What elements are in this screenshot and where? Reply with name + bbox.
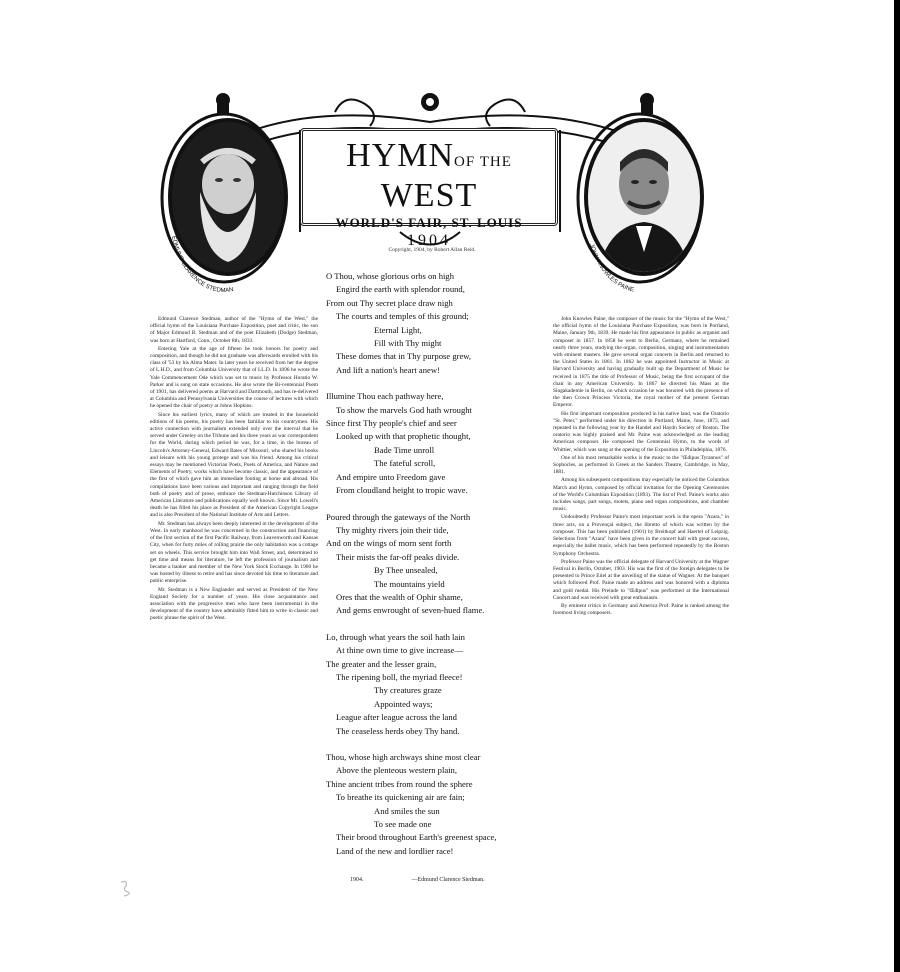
poem-line: Their brood throughout Earth's greenest space, [336,832,497,843]
poem-stanza [326,390,548,497]
hymn-poem [326,270,548,871]
page-edge-border [894,0,900,972]
margin-scribble [118,878,136,898]
poem-line: Lo, through what years the soil hath lain [326,631,465,642]
poem-stanza [326,631,548,738]
poem-line: And gems enwrought of seven-hued flame. [336,605,485,616]
page-subtitle: WORLD'S FAIR, ST. LOUIS [335,215,523,230]
poem-line: And empire unto Freedom gave [336,471,446,482]
poem-line: To show the marvels God hath wrought [336,404,472,415]
poem-line: The courts and temples of this ground; [336,311,469,322]
title-hymn: HYMN [346,137,455,174]
poem-line: To see made one [374,819,432,830]
poem-line: And smiles the sun [374,805,440,816]
title-west: WEST [380,177,478,214]
poem-line: Poured through the gateways of the North [326,511,471,522]
biography-paragraph: By eminent critics in Germany and America Prof. Paine is ranked among the foremost living composers. [553,602,729,617]
poem-line: O Thou, whose glorious orbs on high [326,271,455,281]
poem-line: From out Thy secret place draw nigh [326,297,453,308]
portrait-paine-label: JOHN KNOWLES PAINE [587,243,635,292]
poem-line: Their mists the far-off peaks divide. [336,551,460,562]
svg-text:EDMUND CLARENCE STEDMAN [170,236,234,292]
poem-line: Fill with Thy might [374,338,442,349]
biography-stedman [150,316,318,624]
poem-line: Eternal Light, [374,324,422,335]
poem-line: Looked up with that prophetic thought, [336,431,471,442]
biography-paragraph: His first important composition produced in his native land, was the Oratorio "St. Peter," performed under his direction in Portland, Maine, June, 1873, and repeated in the following year by the Handel and Haydn Society of Boston. The oratorio was highly praised and Mr. Paine was acknowledged as the leading American composer. He composed the Centennial Hymn, to the words of Whittier, which was sung at the opening of the Exposition in Philadelphia, 1876. [553,410,729,453]
poem-line: From cloudland height to tropic wave. [336,485,468,496]
biography-paine [553,316,729,618]
poem-line: Illumine Thou each pathway here, [326,391,444,402]
portrait-paine-ring [572,106,708,292]
title-frame [300,128,558,249]
biography-paragraph: One of his most remarkable works is the music to the "Œdipus Tyrannus" of Sophocles, as performed in Greek at the Sanders Theatre, Cambridge, in May, 1881. [553,454,729,476]
poem-line: Thine ancient tribes from round the sphere [326,778,473,789]
signature-author: —Edmund Clarence Stedman. [411,877,485,883]
poem-line: Engird the earth with splendor round, [336,284,465,295]
poem-line: The mountains yield [374,578,445,589]
poem-stanza [326,751,548,858]
poem-line: Thy mighty rivers join their tide, [336,524,449,535]
poem-line: The greater and the lesser grain, [326,658,437,669]
poem-line: At thine own time to give increase— [336,645,463,656]
poem-line: League after league across the land [336,712,457,723]
poem-signature [350,877,550,883]
poem-line: Ores that the wealth of Ophir shame, [336,591,463,602]
biography-paragraph: Entering Yale at the age of fifteen he took honors for poetry and composition, and though he did not graduate was afterwards enrolled with his class of '53 by his Alma Mater. In later years he received from her the degree of L.H.D., and from Columbia University that of LL.D. In 1896 he wrote the Yale Commencement Ode which was set to music by Professor Horatio W. Parker and is sung on state occasions. He also wrote the Bi-centennial Poem of 1901, has delivered poems at Harvard and Dartmouth, and has re-delivered at Columbia and Pennsylvania Universities the course of lectures with which he opened the chair of poetry at Johns Hopkins. [150,345,318,410]
poem-line: Appointed ways; [374,698,433,709]
biography-paragraph: Mr. Stedman is a New Englander and served as President of the New England Society for a number of years. His close acquaintance and association with the progressive men who have been instrumental in the development of the country have admirably fitted him to write in classic and poetic phrase the spirit of the West. [150,586,318,622]
poem-line: The ripening boll, the myriad fleece! [336,671,463,682]
biography-paragraph: Undoubtedly Professor Paine's most important work is the opera "Azara," in three acts, on a Provençal subject, the libretto of which was written by the composer. This has been published (1901) by Breitkopf and Haertel of Leipzig. Selections from "Azara" have been given in the concert hall with great success, especially the ballet music, which has been performed repeatedly by the Boston Symphony Orchestra. [553,514,729,557]
biography-paragraph: Since his earliest lyrics, many of which are treated in the household editions of his poems, his poetry has been familiar to his countrymen. His active connection with journalism extended only over the interval that he served under Greeley on the Tribune and his three years as war correspondent for the World, during which period he was, for a time, in the bureau of Lincoln's Attorney-General, Edward Bates of Missouri, who shared his books and leisure with his young protege and was his friend. Among his critical essays may be mentioned Victorian Poets, Poets of America, and Nature and Elements of Poetry, works which have become classic, and the appearance of the first of which gave him an immediate footing at home and abroad. His compilations have been various and important and ranging through the field both of poetry and of prose, embrace the Stedman-Hutchinson Library of American Literature and publications equally well known. Since Mr. Lowell's death he has filled his place as President of the American Copyright League and is also President of the National Institute of Arts and Letters. [150,411,318,519]
copyright-notice: Copyright, 1904, by Robert Allan Reid. [388,247,476,253]
poem-line: The fateful scroll, [374,458,436,469]
portrait-stedman-ring [156,106,292,292]
poem-line: To breathe its quickening air are fain; [336,792,465,803]
portrait-stedman-label: EDMUND CLARENCE STEDMAN [170,235,235,292]
poem-line: Bade Time unroll [374,444,435,455]
poem-line: By Thee unsealed, [374,565,438,576]
poem-line: And lift a nation's heart anew! [336,364,440,375]
signature-year: 1904. [350,877,364,883]
page-year: 1904 [407,232,451,249]
poem-line: And on the wings of morn sent forth [326,538,452,549]
poem-line: Thou, whose high archways shine most clear [326,752,481,762]
biography-paragraph: Among his subsequent compositions may especially be noticed the Columbus March and Hymn, composed by official invitation for the Opening Ceremonies of the World's Columbian Exposition (1893). The list of Prof. Paine's works also includes songs, part songs, motets, piano and organ compositions, and chamber music. [553,477,729,513]
svg-text:JOHN KNOWLES PAINE [588,243,634,292]
page-title [303,139,555,213]
poem-stanza [326,511,548,618]
poem-stanza [326,270,548,377]
poem-line: Above the plenteous western plain, [336,765,457,776]
title-of-the: OF THE [454,154,512,170]
poem-line: Thy creatures graze [374,685,442,696]
biography-paragraph: John Knowles Paine, the composer of the music for the "Hymn of the West," the official hymn of the Louisiana Purchase Exposition, was born in Portland, Maine, January 9th, 1839. He made his first appearance in public as organist and composer in 1857. In 1858 he went to Berlin, Germany, where he remained nearly three years, studying the organ, composition, singing and instrumentation with eminent masters. He gave several organ concerts in Berlin and returned to the United States in 1861. In 1862 he was appointed Instructor in Music at Harvard University and having gradually built up the Department of Music he received in 1875 the title of Professor of Music, being the first occupant of the chair in any American University. In 1867 he directed his Mass at the Singakademie in Berlin, on which occasion he was honored with the presence of the then Crown Princess Victoria, the royal mother of the present German Emperor. [553,316,729,409]
biography-paragraph: Mr. Stedman has always been deeply interested in the development of the West. In early manhood he was concerned in the construction and financing of the first section of the first Pacific Railway, from Leavenworth and Kansas City, when for forty miles of rolling prairie the only habitation was a cottage set on wheels. This service brought him into Wall Street, and, determined to get time and means for literature, he left the profession of journalism and became a banker and member of the New York Stock Exchange. In 1900 he was hosted by illness to retire and has since devoted his time to literature and public enterprise. [150,520,318,585]
poem-line: These domes that in Thy purpose grew, [336,351,472,362]
poem-line: Since first Thy people's chief and seer [326,418,457,429]
biography-paragraph: Professor Paine was the official delegate of Harvard University at the Wagner Festival in Berlin, October, 1903. His was the first of the foreign delegates to be presented to Prince Eitel at the unveiling of the statue of Wagner. At the banquet which followed Prof. Paine made an address and was honored with a diploma and gold medal. His Prelude to "Œdipus" was performed at the International Concert and was received with great enthusiasm. [553,558,729,601]
biography-paragraph: Edmund Clarence Stedman, author of the "Hymn of the West," the official hymn of the Louisiana Purchase Exposition, poet and critic, the son of Major Edmund B. Stedman and of the poet Elizabeth (Dodge) Stedman, was born at Hartford, Conn., October 8th, 1833. [150,316,318,344]
poem-line: The ceaseless herds obey Thy hand. [336,725,460,736]
poem-line: Land of the new and lordlier race! [336,845,454,856]
